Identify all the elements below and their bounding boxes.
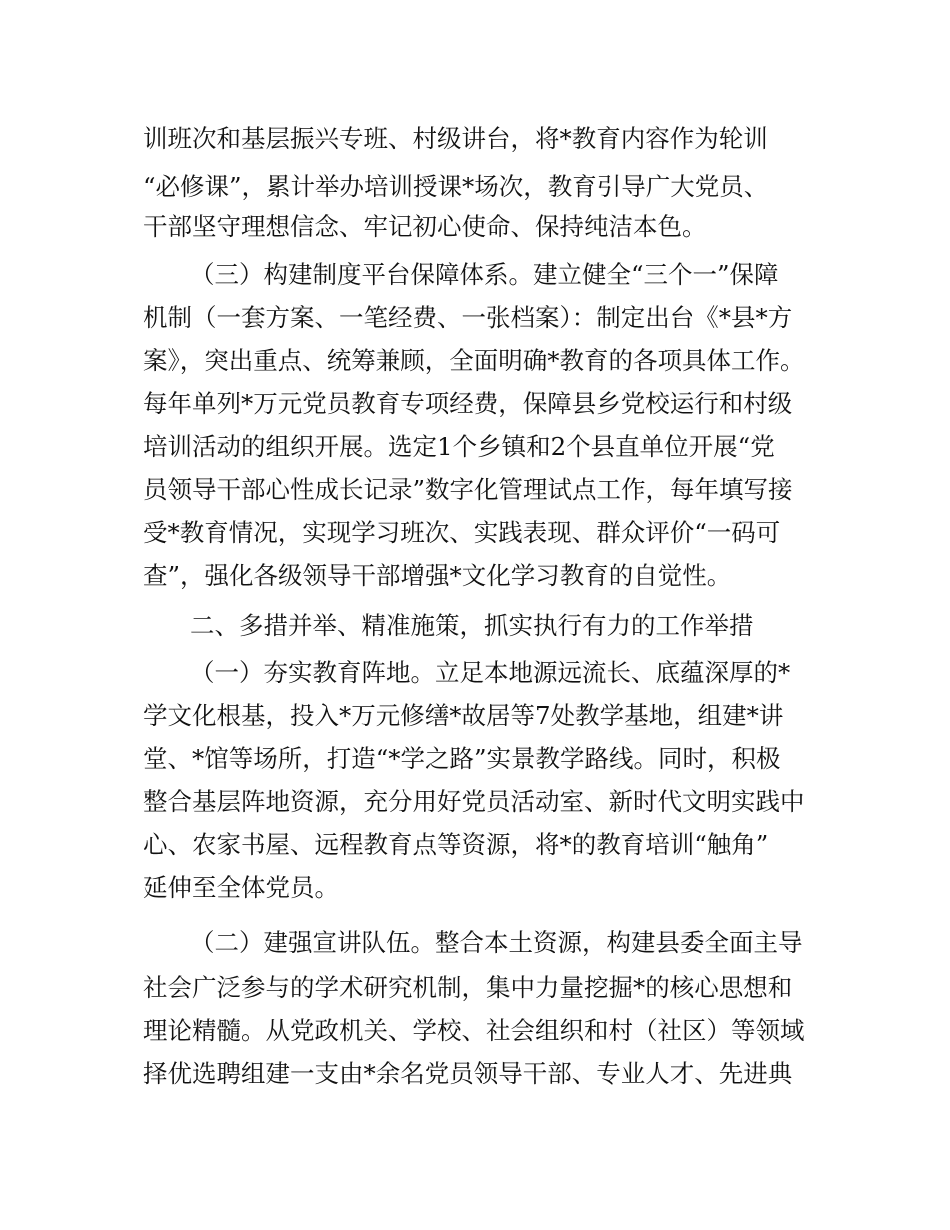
text-line: 员领导干部心性成长记录”数字化管理试点工作，每年填写接 (143, 475, 793, 504)
text-line: “必修课”，累计举办培训授课*场次，教育引导广大党员、 (143, 172, 769, 201)
text-line: 理论精髓。从党政机关、学校、社会组织和村（社区）等领域 (143, 1016, 805, 1045)
text-line: 案》，突出重点、统筹兼顾，全面明确*教育的各项具体工作。 (143, 346, 805, 375)
text-line: 受*教育情况，实现学习班次、实践表现、群众评价“一码可 (143, 518, 781, 547)
text-line: （一）夯实教育阵地。立足本地源远流长、底蕴深厚的* (190, 658, 791, 687)
text-line: 堂、*馆等场所，打造“*学之路”实景教学路线。同时，积极 (143, 744, 781, 773)
text-line: 心、农家书屋、远程教育点等资源，将*的教育培训“触角” (143, 830, 769, 859)
text-line: 查”，强化各级领导干部增强*文化学习教育的自觉性。 (143, 561, 732, 590)
text-line: （三）构建制度平台保障体系。建立健全“三个一”保障 (190, 260, 779, 289)
text-line: 社会广泛参与的学术研究机制，集中力量挖掘*的核心思想和 (143, 973, 793, 1002)
text-line: 学文化根基，投入*万元修缮*故居等7处教学基地，组建*讲 (143, 701, 784, 730)
text-line: 每年单列*万元党员教育专项经费，保障县乡党校运行和村级 (143, 389, 793, 418)
text-line: 培训活动的组织开展。选定1个乡镇和2个县直单位开展“党 (143, 432, 775, 461)
text-line: 择优选聘组建一支由*余名党员领导干部、专业人才、先进典 (143, 1059, 793, 1088)
text-line: 机制（一套方案、一笔经费、一张档案）：制定出台《*县*方 (143, 303, 793, 332)
section-heading: 二、多措并举、精准施策，抓实执行有力的工作举措 (190, 611, 754, 640)
text-line: 延伸至全体党员。 (143, 873, 339, 902)
text-line: （二）建强宣讲队伍。整合本土资源，构建县委全面主导 (190, 928, 803, 957)
text-line: 整合基层阵地资源，充分用好党员活动室、新时代文明实践中 (143, 787, 805, 816)
text-line: 训班次和基层振兴专班、村级讲台，将*教育内容作为轮训 (143, 124, 768, 153)
text-line: 干部坚守理想信念、牢记初心使命、保持纯洁本色。 (143, 212, 707, 241)
